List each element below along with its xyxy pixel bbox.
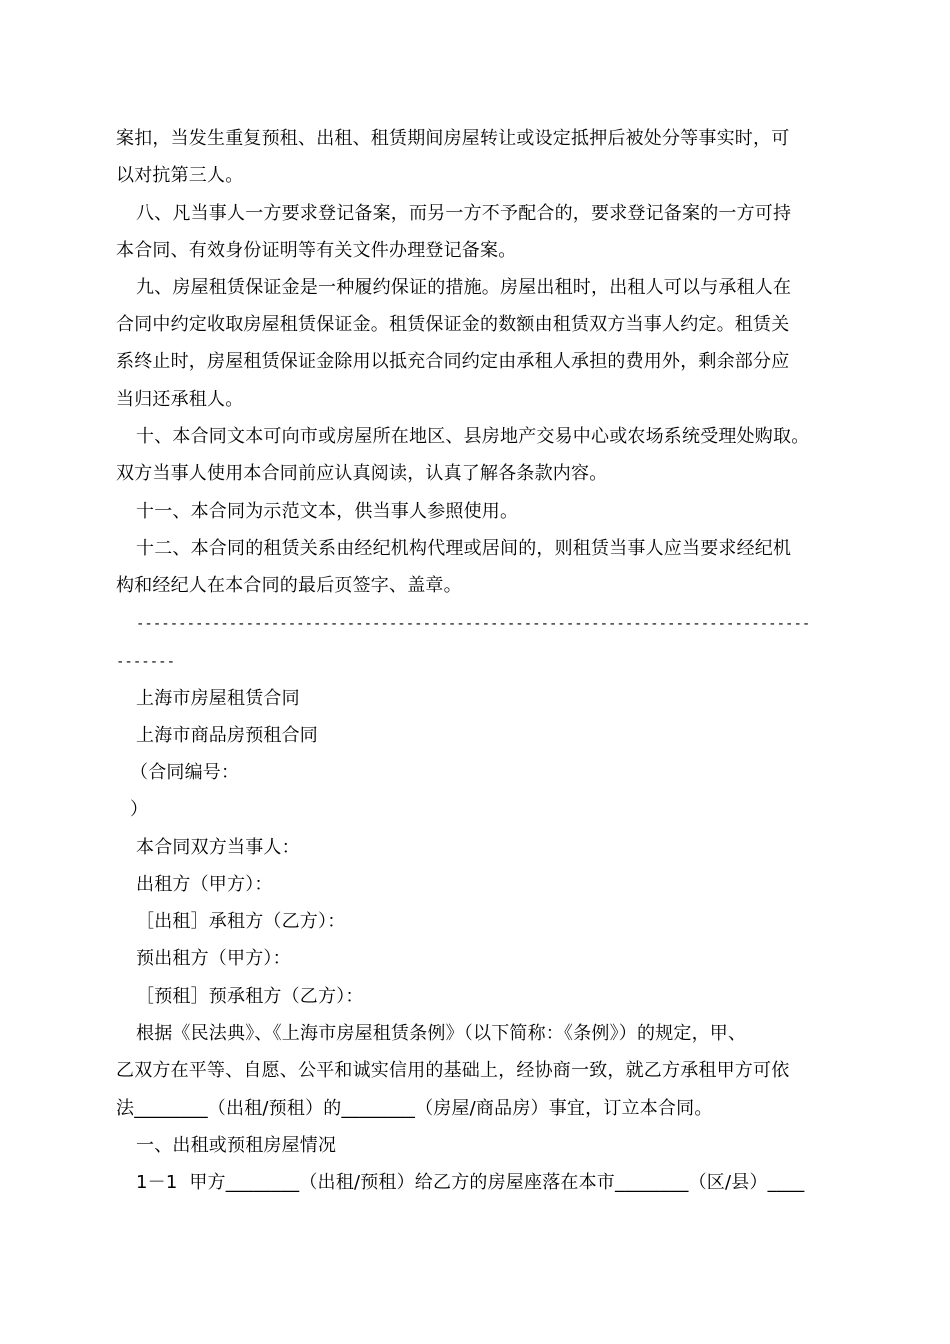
contract-number-close: ）	[130, 799, 149, 820]
section-1-heading: 一、出租或预租房屋情况	[136, 1135, 337, 1156]
dashed-separator-line-2: -------	[116, 654, 176, 670]
lessee-label: ［出租］承租方（乙方）：	[136, 911, 346, 932]
clause-12-line-2: 构和经纪人在本合同的最后页签字、盖章。	[116, 575, 462, 596]
clause-10-line-2: 双方当事人使用本合同前应认真阅读，认真了解各条款内容。	[116, 463, 608, 484]
clause-9-line-3: 系终止时，房屋租赁保证金除用以抵充合同约定由承租人承担的费用外，剩余部分应	[116, 351, 790, 372]
preamble-line-2: 乙双方在平等、自愿、公平和诚实信用的基础上，经协商一致，就乙方承租甲方可依	[116, 1060, 790, 1081]
clause-8-line-1: 八、凡当事人一方要求登记备案，而另一方不予配合的，要求登记备案的一方可持	[136, 203, 792, 224]
clause-10-line-1: 十、本合同文本可向市或房屋所在地区、县房地产交易中心或农场系统受理处购取。	[136, 426, 810, 447]
dashed-separator-line-1: --------------------------------------------------------------------------------	[136, 616, 811, 632]
pre-lessor-label: 预出租方（甲方）：	[136, 948, 291, 969]
text-line-2: 以对抗第三人。	[116, 165, 244, 186]
clause-9-line-4: 当归还承租人。	[116, 389, 244, 410]
clause-8-line-2: 本合同、有效身份证明等有关文件办理登记备案。	[116, 240, 517, 261]
contract-number-label: （合同编号：	[130, 762, 240, 783]
contract-title-rental: 上海市房屋租赁合同	[136, 688, 300, 709]
contract-title-prerental: 上海市商品房预租合同	[136, 725, 318, 746]
clause-12-line-1: 十二、本合同的租赁关系由经纪机构代理或居间的，则租赁当事人应当要求经纪机	[136, 538, 792, 559]
preamble-line-1: 根据《民法典》、《上海市房屋租赁条例》（以下简称：《条例》）的规定，甲、	[136, 1023, 747, 1044]
clause-11-line: 十一、本合同为示范文本，供当事人参照使用。	[136, 501, 519, 522]
clause-9-line-1: 九、房屋租赁保证金是一种履约保证的措施。房屋出租时，出租人可以与承租人在	[136, 277, 792, 298]
clause-9-line-2: 合同中约定收取房屋租赁保证金。租赁保证金的数额由租赁双方当事人约定。租赁关	[116, 314, 790, 335]
parties-heading: 本合同双方当事人：	[136, 837, 300, 858]
text-line-1: 案扣，当发生重复预租、出租、租赁期间房屋转让或设定抵押后被处分等事实时，可	[116, 128, 790, 149]
lessor-label: 出租方（甲方）：	[136, 874, 273, 895]
pre-lessee-label: ［预租］预承租方（乙方）：	[136, 986, 364, 1007]
preamble-line-3: 法________（出租/预租）的________（房屋/商品房）事宜，订立本合同。	[116, 1098, 713, 1119]
section-1-1-line: 1－1 甲方________（出租/预租）给乙方的房屋座落在本市________（区/县）____	[136, 1172, 805, 1193]
